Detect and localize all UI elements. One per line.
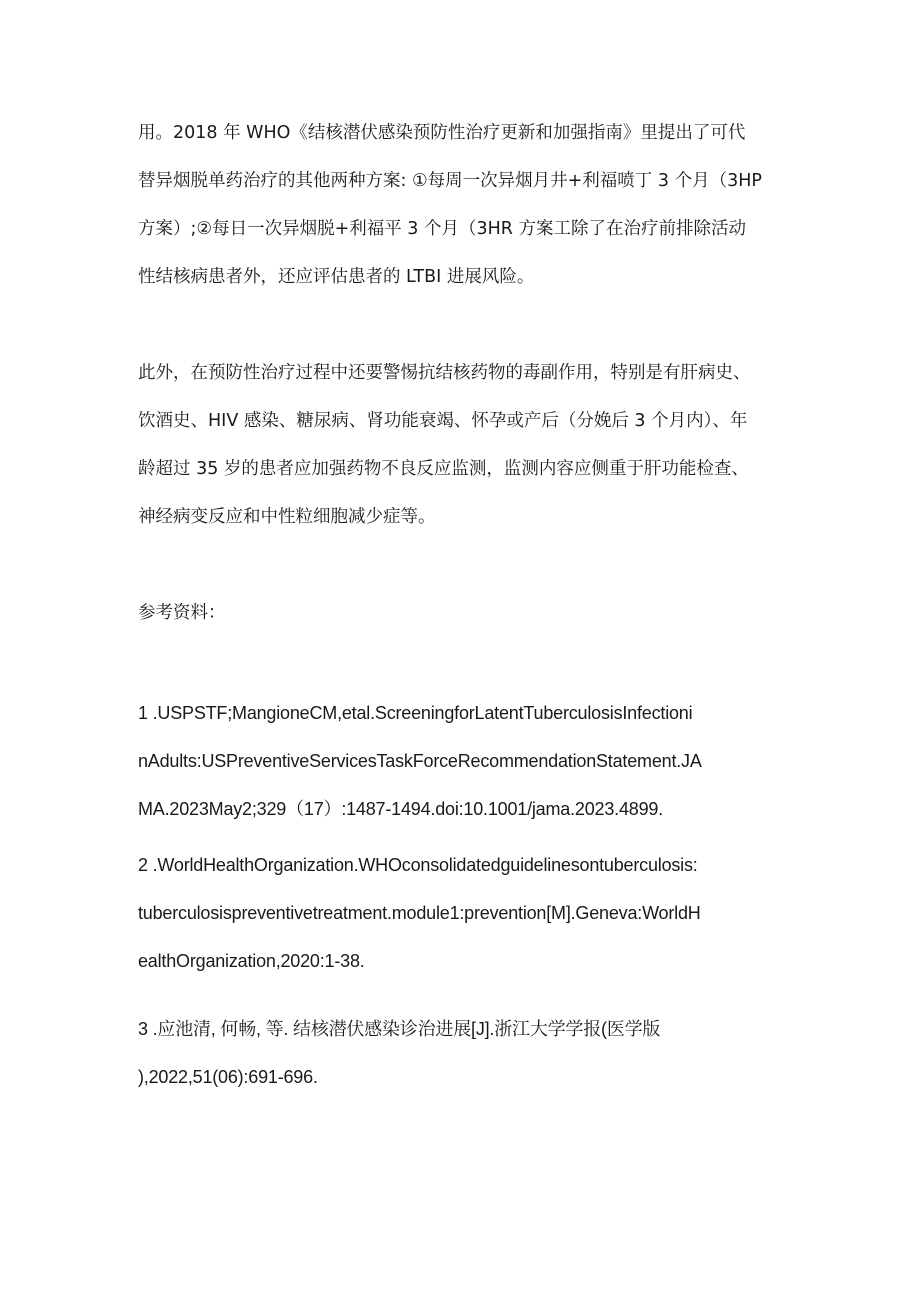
reference-line: tuberculosispreventivetreatment.module1:prevention[M].Geneva:WorldH	[138, 903, 701, 923]
reference-line: 3 .应池清, 何畅, 等. 结核潜伏感染诊治进展[J].浙江大学学报(医学版	[138, 1019, 661, 1039]
paragraph-line: 方案）;②每日一次异烟脱+利福平 3 个月（3HR 方案工除了在治疗前排除活动	[138, 219, 747, 239]
paragraph-line: 用。2018 年 WHO《结核潜伏感染预防性治疗更新和加强指南》里提出了可代	[138, 123, 746, 143]
paragraph-line: 此外，在预防性治疗过程中还要警惕抗结核药物的毒副作用，特别是有肝病史、	[138, 363, 751, 383]
reference-line: 1 .USPSTF;MangioneCM,etal.ScreeningforLatentTuberculosisInfectioni	[138, 703, 693, 723]
paragraph-line: 替异烟脱单药治疗的其他两种方案: ①每周一次异烟月井+利福喷丁 3 个月（3HP	[138, 171, 762, 191]
paragraph-line: 神经病变反应和中性粒细胞减少症等。	[138, 507, 436, 527]
reference-line: ealthOrganization,2020:1-38.	[138, 951, 365, 971]
reference-line: MA.2023May2;329（17）:1487-1494.doi:10.1001/jama.2023.4899.	[138, 799, 663, 819]
reference-line: 2 .WorldHealthOrganization.WHOconsolidatedguidelinesontuberculosis:	[138, 855, 698, 875]
paragraph-line: 饮酒史、HIV 感染、糖尿病、肾功能衰竭、怀孕或产后（分娩后 3 个月内）、年	[138, 411, 748, 431]
references-heading: 参考资料：	[138, 603, 226, 623]
reference-line: ),2022,51(06):691-696.	[138, 1067, 318, 1087]
paragraph-line: 龄超过 35 岁的患者应加强药物不良反应监测，监测内容应侧重于肝功能检查、	[138, 459, 749, 479]
reference-line: nAdults:USPreventiveServicesTaskForceRecommendationStatement.JA	[138, 751, 702, 771]
paragraph-line: 性结核病患者外，还应评估患者的 LTBI 进展风险。	[138, 267, 535, 287]
